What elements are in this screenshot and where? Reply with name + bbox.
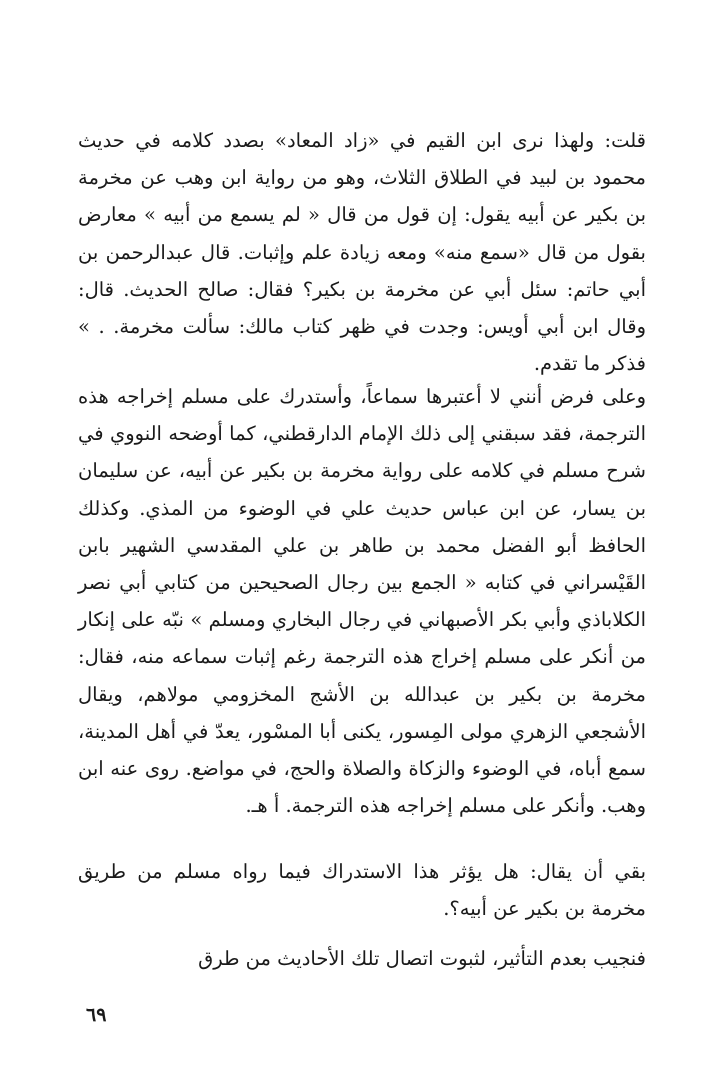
page-number: ٦٩ xyxy=(86,1004,107,1026)
paragraph-question: بقي أن يقال: هل يؤثر هذا الاستدراك فيما رواه مسلم من طريق مخرمة بن بكير عن أبيه؟. xyxy=(78,860,646,921)
paragraph-answer: فنجيب بعدم التأثير، لثبوت اتصال تلك الأحاديث من طرق xyxy=(198,947,646,970)
paragraph-daraqutni-nawawi: وعلى فرض أنني لا أعتبرها سماعاً، وأستدرك على مسلم إخراجه هذه الترجمة، فقد سبقني إلى ذلك الإمام الدارقطني، كما أوضحه النووي في شرح مسلم في كلامه على رواية مخرمة بن بكير عن أبيه، عن سليمان بن يسار، عن ابن عباس حديث علي في الوضوء من المذي. وكذلك الحافظ أبو الفضل محمد بن طاهر بن علي المقدسي الشهير بابن القَيْسراني في كتابه « الجمع بين رجال الصحيحين من كتابي أبي نصر الكلاباذي وأبي بكر الأصبهاني في رجال البخاري ومسلم » نبّه على إنكار من أنكر على مسلم إخراج هذه الترجمة رغم إثبات سماعه منه، فقال: مخرمة بن بكير بن عبدالله بن الأشج المخزومي مولاهم، ويقال الأشجعي الزهري مولى المِسور، يكنى أبا المسْور، يعدّ في أهل المدينة، سمع أباه، في الوضوء والزكاة والصلاة والحج، في مواضع. روى عنه ابن وهب. وأنكر على مسلم إخراجه هذه الترجمة. أ هـ. xyxy=(78,385,646,818)
paragraph-zad-al-maad: قلت: ولهذا نرى ابن القيم في «زاد المعاد» بصدد كلامه في حديث محمود بن لبيد في الطلاق الثلاث، وهو من رواية ابن وهب عن مخرمة بن بكير عن أبيه يقول: إن قول من قال « لم يسمع من أبيه » معارض بقول من قال «سمع منه» ومعه زيادة علم وإثبات. قال عبدالرحمن بن أبي حاتم: سئل أبي عن مخرمة بن بكير؟ فقال: صالح الحديث. قال: وقال ابن أبي أويس: وجدت في ظهر كتاب مالك: سألت مخرمة. . » فذكر ما تقدم. xyxy=(78,129,646,376)
